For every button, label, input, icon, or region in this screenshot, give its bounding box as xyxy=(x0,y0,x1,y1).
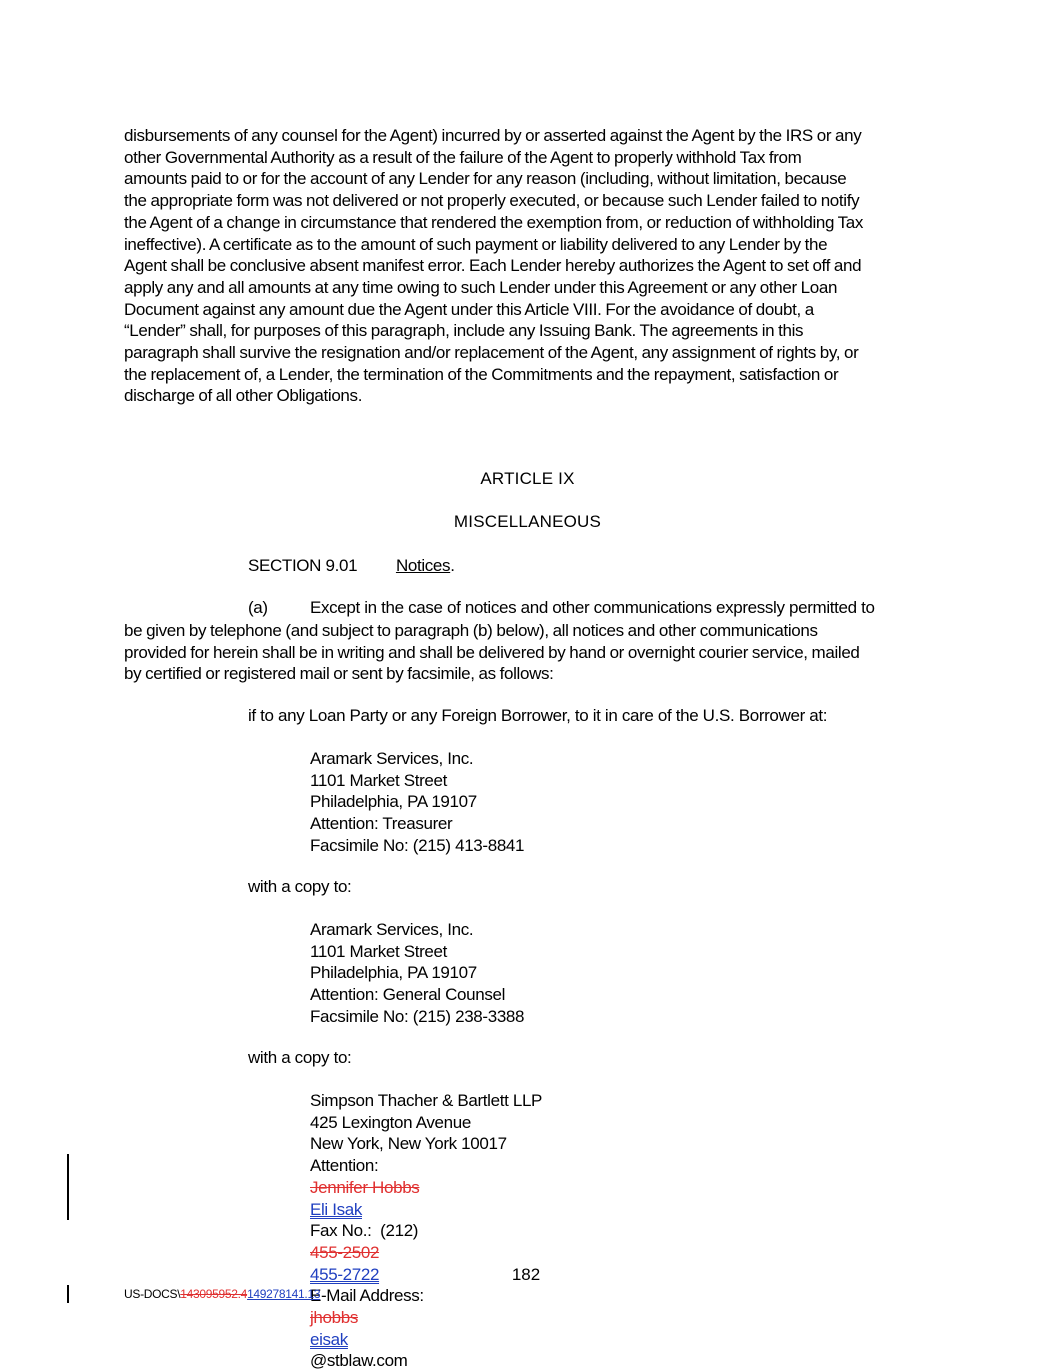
section-heading xyxy=(248,556,455,576)
subsection-a-first-line: Except in the case of notices and other communications expressly permitted to xyxy=(310,598,875,617)
address-block-stb xyxy=(310,1090,542,1372)
paragraph-line: the Agent of a change in circumstance that rendered the exemption from, or reduction of withholding Tax xyxy=(124,212,864,232)
paragraph-line: ineffective). A certificate as to the amount of such payment or liability delivered to any Lender by the xyxy=(124,234,828,254)
inserted-text: 455-2722 xyxy=(310,1264,380,1284)
deleted-text: jhobbs xyxy=(310,1308,358,1328)
page-number: 182 xyxy=(511,1265,541,1284)
email-line xyxy=(310,1285,542,1372)
address-line: Facsimile No: (215) 413-8841 xyxy=(310,835,525,855)
address-line: Simpson Thacher & Bartlett LLP xyxy=(310,1091,543,1110)
paragraph-line: amounts paid to or for the account of any Lender for any reason (including, without limitation, because xyxy=(124,169,847,189)
change-bar xyxy=(67,1285,69,1303)
inserted-text: 149278141.13 xyxy=(247,1287,321,1301)
footer-prefix: US-DOCS\ xyxy=(124,1287,181,1301)
paragraph-line: Agent shall be conclusive absent manifest error. Each Lender hereby authorizes the Agent to set off and xyxy=(124,256,862,276)
address-block-counsel xyxy=(310,919,524,1028)
section-number: SECTION 9.01 xyxy=(248,556,358,575)
article-number: ARTICLE IX xyxy=(480,469,575,488)
section-title: Notices xyxy=(395,556,451,575)
section-period: . xyxy=(450,556,455,575)
address-line: New York, New York 10017 xyxy=(310,1134,507,1154)
paragraph-line: the replacement of, a Lender, the termination of the Commitments and the repayment, satisfaction or xyxy=(124,364,839,384)
body-paragraph xyxy=(124,125,932,407)
paragraph-line: by certified or registered mail or sent by facsimile, as follows: xyxy=(124,664,554,684)
address-line: 1101 Market Street xyxy=(310,941,448,961)
deleted-text: 143095952.4 xyxy=(180,1287,248,1301)
fax-prefix: Fax No.: (212) xyxy=(310,1221,423,1241)
paragraph-line: “Lender” shall, for purposes of this paragraph, include any Issuing Bank. The agreements in this xyxy=(124,321,804,341)
address-line: 1101 Market Street xyxy=(310,770,448,790)
inserted-text: Eli Isak xyxy=(310,1199,362,1219)
email-suffix: @stblaw.com xyxy=(310,1351,408,1371)
article-title: MISCELLANEOUS xyxy=(453,512,602,531)
attention-prefix: Attention: xyxy=(310,1156,388,1176)
change-bar xyxy=(67,1154,69,1220)
paragraph-line: provided for herein shall be in writing and shall be delivered by hand or overnight courier service, mailed xyxy=(124,642,860,662)
paragraph-line: discharge of all other Obligations. xyxy=(124,386,363,406)
address-line: Attention: General Counsel xyxy=(310,985,506,1005)
paragraph-line: the appropriate form was not delivered or not properly executed, or because such Lender failed to notify xyxy=(124,191,860,211)
copy-label: with a copy to: xyxy=(248,1048,352,1067)
email-prefix: E-Mail Address: xyxy=(310,1286,433,1306)
notice-intro: if to any Loan Party or any Foreign Borrower, to it in care of the U.S. Borrower at: xyxy=(248,706,828,725)
deleted-text: Jennifer Hobbs xyxy=(310,1177,420,1197)
address-line: 425 Lexington Avenue xyxy=(310,1112,471,1132)
address-line: Aramark Services, Inc. xyxy=(310,920,474,939)
paragraph-line: disbursements of any counsel for the Agent) incurred by or asserted against the Agent by the IRS or any xyxy=(124,126,862,145)
deleted-text: 455-2502 xyxy=(310,1242,380,1262)
subsection-a-body xyxy=(124,620,932,685)
paragraph-line: be given by telephone (and subject to paragraph (b) below), all notices and other communications xyxy=(124,621,818,640)
subsection-a-label: (a) xyxy=(248,598,268,617)
paragraph-line: Document against any amount due the Agent under this Article VIII. For the avoidance of doubt, a xyxy=(124,299,814,319)
paragraph-line: paragraph shall survive the resignation and/or replacement of the Agent, any assignment of rights by, or xyxy=(124,343,859,363)
copy-label: with a copy to: xyxy=(248,877,352,896)
inserted-text: eisak xyxy=(310,1329,348,1349)
paragraph-line: other Governmental Authority as a result of the failure of the Agent to properly withhold Tax from xyxy=(124,147,802,167)
address-line: Facsimile No: (215) 238-3388 xyxy=(310,1006,525,1026)
attention-line xyxy=(310,1155,542,1220)
address-line: Philadelphia, PA 19107 xyxy=(310,963,477,983)
address-line: Aramark Services, Inc. xyxy=(310,749,474,768)
paragraph-line: apply any and all amounts at any time owing to such Lender under this Agreement or any other Loan xyxy=(124,277,838,297)
address-line: Philadelphia, PA 19107 xyxy=(310,792,477,812)
address-block-treasurer xyxy=(310,748,524,857)
address-line: Attention: Treasurer xyxy=(310,814,453,834)
document-id-footer xyxy=(124,1287,320,1301)
